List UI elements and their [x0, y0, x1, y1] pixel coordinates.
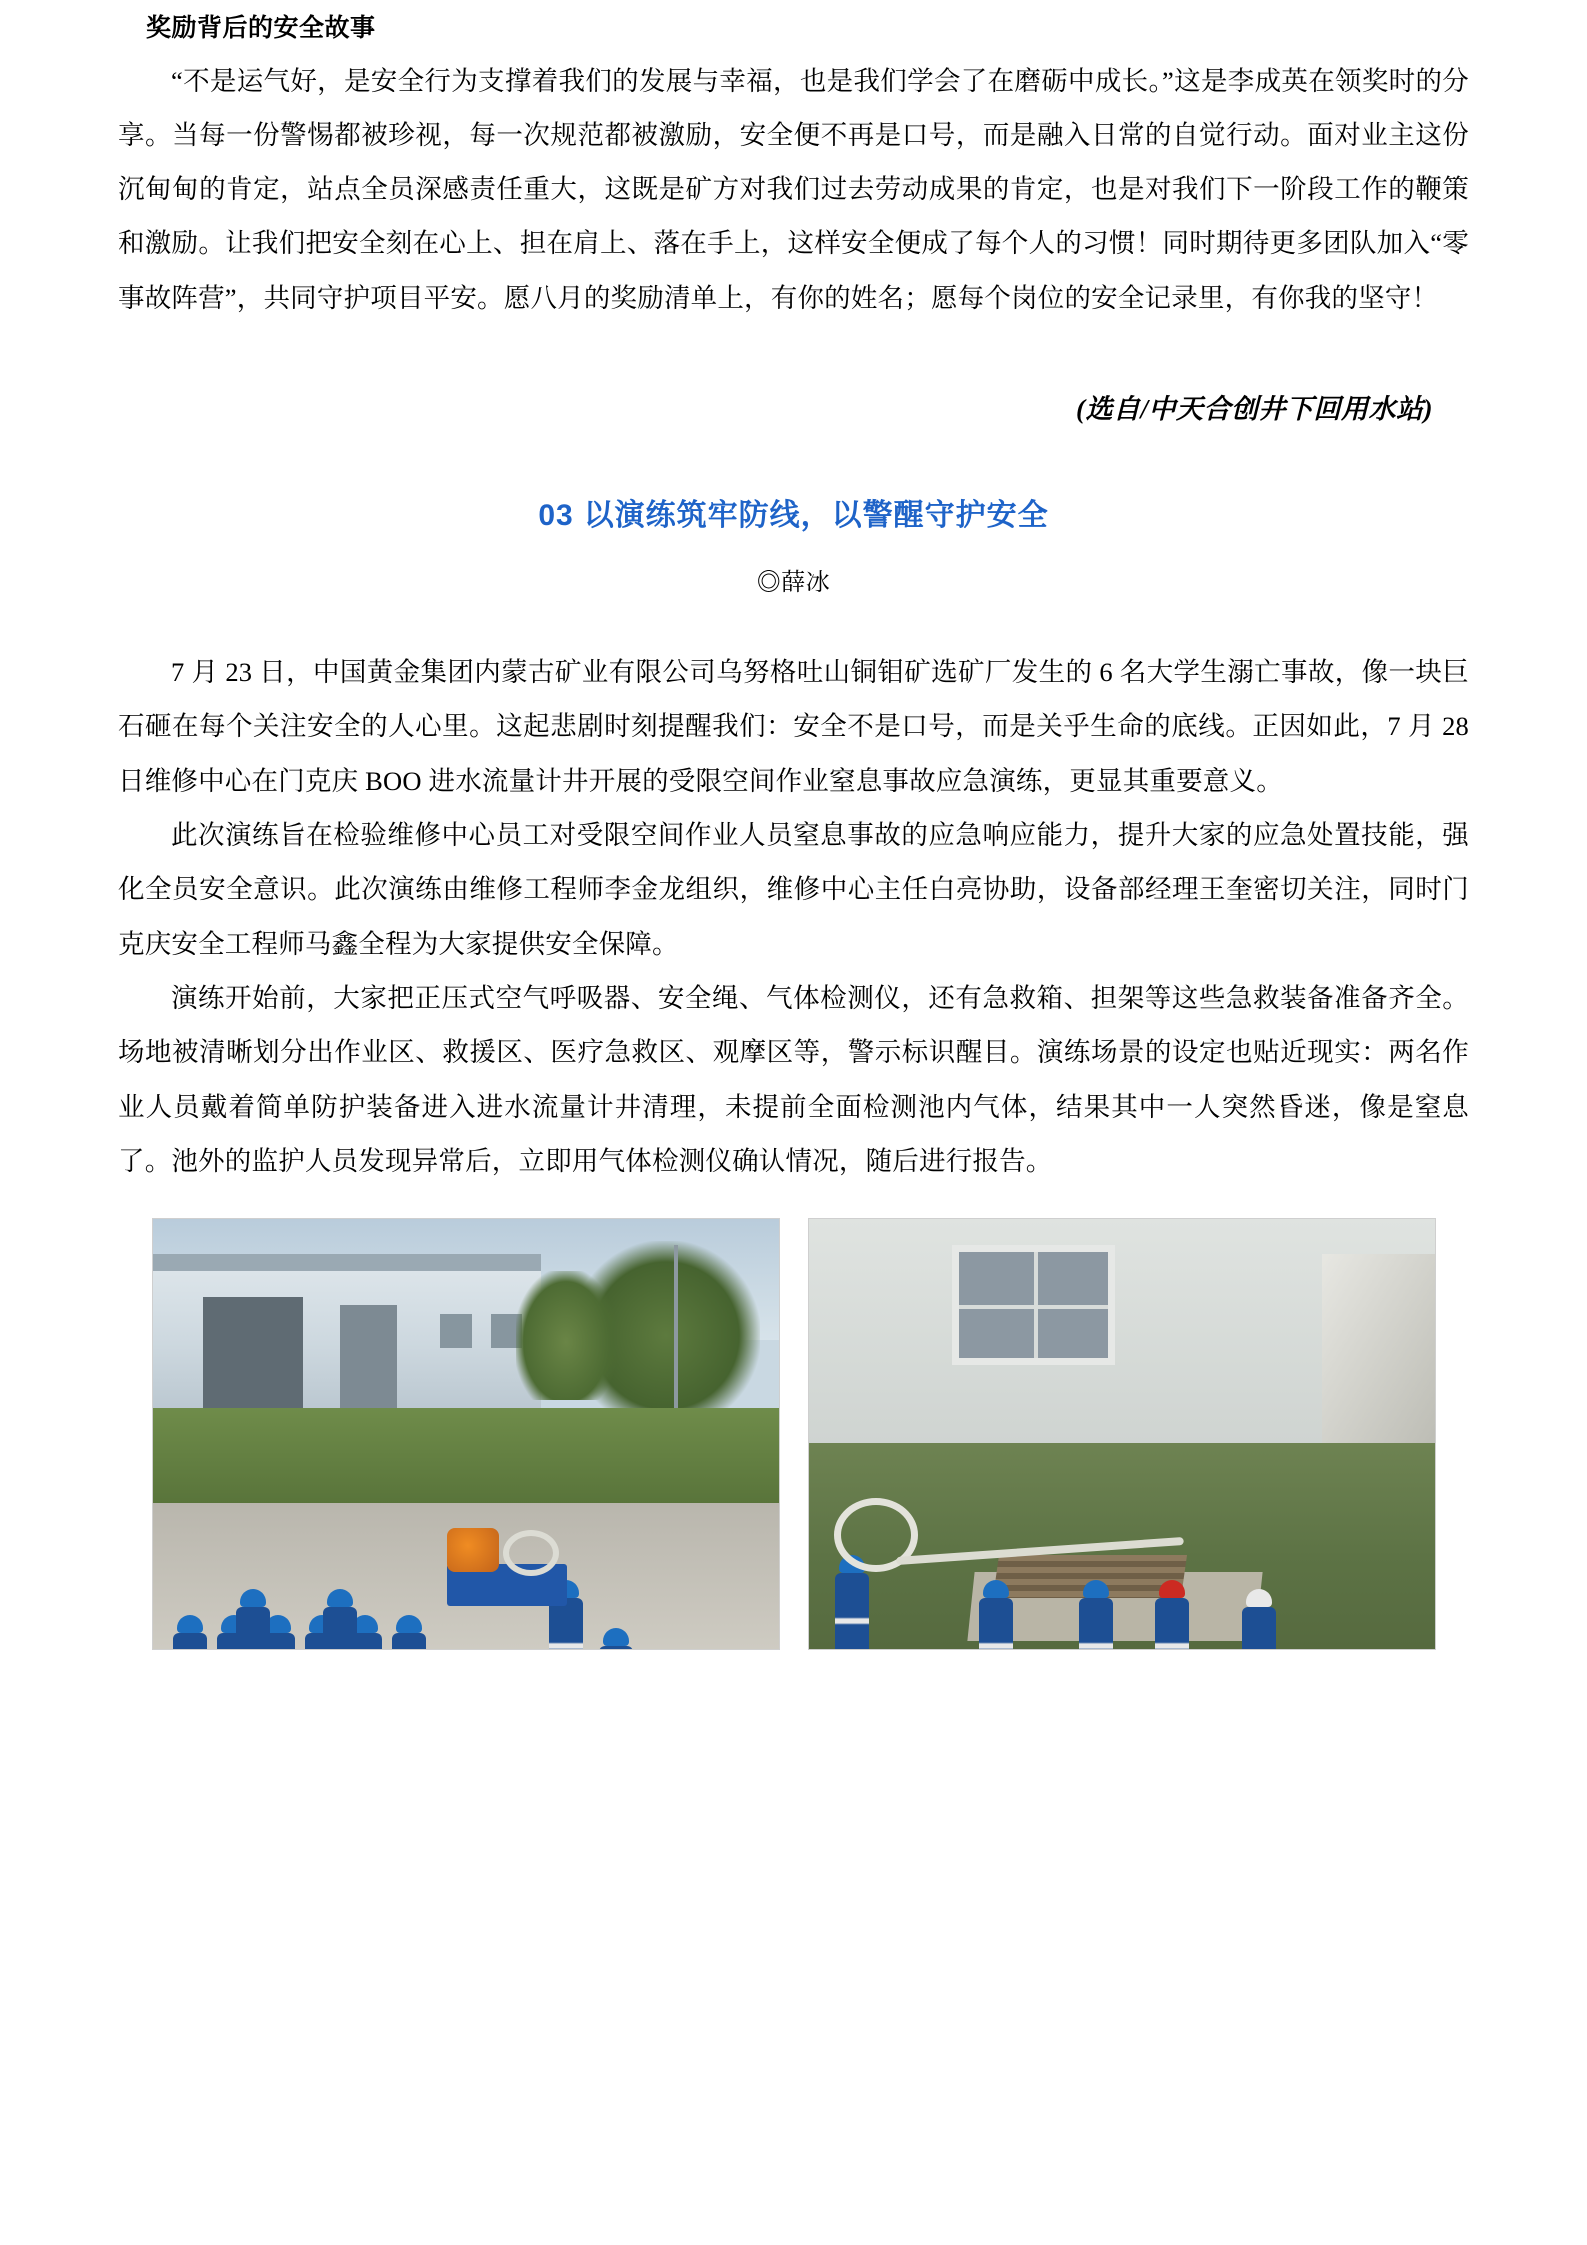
- section-author: ◎薛冰: [756, 569, 831, 597]
- bottom-spacer: [118, 1650, 1469, 1710]
- photo2-tarp: [1322, 1254, 1435, 1443]
- section-number: 03: [538, 499, 574, 533]
- photo1-window: [440, 1314, 471, 1348]
- section-title-text: 以演练筑牢防线，以警醒守护安全: [583, 499, 1049, 533]
- spacer-after-article: [118, 325, 1469, 387]
- article-paragraph-1: “不是运气好，是安全行为支撑着我们的发展与幸福，也是我们学会了在磨砺中成长。”这是李成英在领奖时的分享。当每一份警惕都被珍视，每一次规范都被激励，安全便不再是口号，而是融入日常的自觉行动。面对业主这份沉甸甸的肯定，站点全员深感责任重大，这既是矿方对我们过去劳动成果的肯定，也是对我们下一阶段工作的鞭策和激励。让我们把安全刻在心上、担在肩上、落在手上，这样安全便成了每个人的习惯！同时期待更多团队加入“零事故阵营”，共同守护项目平安。愿八月的奖励清单上，有你的姓名；愿每个岗位的安全记录里，有你我的坚守！: [118, 65, 1469, 313]
- worker-body: [835, 1573, 869, 1651]
- section-paragraph-2: 此次演练旨在检验维修中心员工对受限空间作业人员窒息事故的应急响应能力，提升大家的应急处置技能，强化全员安全意识。此次演练由维修工程师李金龙组织，维修中心主任白亮协助，设备部经理王奎密切关注，同时门克庆安全工程师马鑫全程为大家提供安全保障。: [118, 820, 1469, 959]
- article-source: (选自/中天合创井下回用水站): [1076, 394, 1433, 425]
- worker-body: [1079, 1598, 1113, 1650]
- worker-body: [549, 1598, 583, 1650]
- photo1-door: [203, 1297, 303, 1409]
- worker-body: [979, 1598, 1013, 1650]
- photo1-door-secondary: [340, 1305, 396, 1408]
- worker-body: [1242, 1607, 1276, 1650]
- article-heading: 奖励背后的安全故事: [146, 14, 376, 42]
- photo1-hose-coil: [503, 1530, 559, 1576]
- photo1-tree: [516, 1271, 616, 1400]
- photo2-window: [952, 1245, 1115, 1365]
- worker-body: [392, 1633, 426, 1650]
- photo1-building-roof: [153, 1254, 541, 1271]
- photo-group-briefing: [152, 1218, 780, 1650]
- photo1-pole: [674, 1245, 678, 1417]
- worker-body: [173, 1633, 207, 1650]
- photo1-orange-equipment: [447, 1528, 499, 1572]
- section-title: [118, 490, 1469, 534]
- worker-body: [236, 1607, 270, 1650]
- spacer-after-author: [118, 597, 1469, 645]
- worker-body: [599, 1646, 633, 1651]
- photo-row: [118, 1218, 1469, 1650]
- photo1-grass: [153, 1408, 779, 1511]
- worker-body: [323, 1607, 357, 1650]
- spacer-before-section: [118, 426, 1469, 490]
- section-paragraph-1: 7 月 23 日，中国黄金集团内蒙古矿业有限公司乌努格吐山铜钼矿选矿厂发生的 6 名大学生溺亡事故，像一块巨石砸在每个关注安全的人心里。这起悲剧时刻提醒我们：安全不是口号，而是关乎生命的底线。正因如此，7 月 28 日维修中心在门克庆 BOO 进水流量计井开展的受限空间作业窒息事故应急演练，更显其重要意义。: [118, 657, 1469, 796]
- worker-body: [1155, 1598, 1189, 1650]
- photo-equipment-check: [808, 1218, 1436, 1650]
- section-paragraph-3: 演练开始前，大家把正压式空气呼吸器、安全绳、气体检测仪，还有急救箱、担架等这些急救装备准备齐全。场地被清晰划分出作业区、救援区、医疗急救区、观摩区等，警示标识醒目。演练场景的设定也贴近现实：两名作业人员戴着简单防护装备进入进水流量计井清理，未提前全面检测池内气体，结果其中一人突然昏迷，像是窒息了。池外的监护人员发现异常后，立即用气体检测仪确认情况，随后进行报告。: [118, 982, 1469, 1176]
